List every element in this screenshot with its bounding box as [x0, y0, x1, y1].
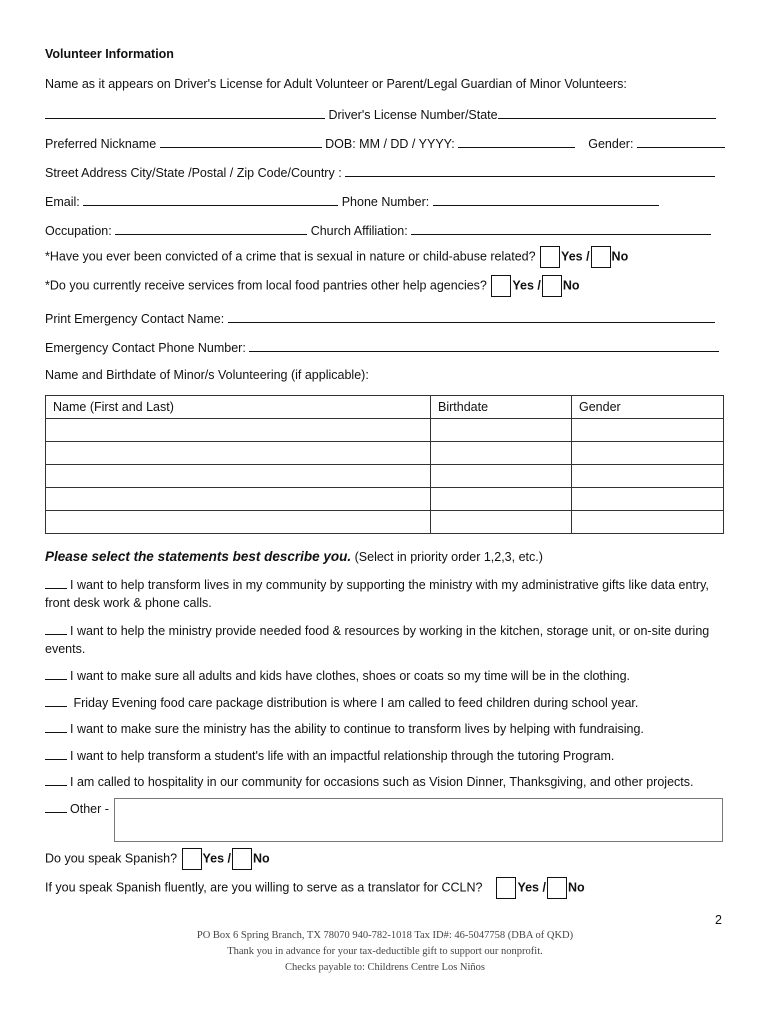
minor-name-cell[interactable]	[46, 419, 431, 442]
spanish-yes-label: Yes /	[202, 851, 232, 866]
gender-field[interactable]	[637, 135, 725, 148]
phone-field[interactable]	[433, 193, 659, 206]
priority-blank[interactable]	[45, 747, 67, 760]
translator-row	[45, 877, 585, 899]
translator-yes-checkbox[interactable]	[496, 877, 516, 899]
crime-no-label: No	[611, 249, 629, 264]
translator-no-label: No	[567, 880, 585, 895]
emergency-phone-field[interactable]	[249, 339, 719, 352]
spanish-no-checkbox[interactable]	[232, 848, 252, 870]
email-field[interactable]	[83, 193, 338, 206]
other-textbox[interactable]	[114, 798, 723, 842]
church-field[interactable]	[411, 222, 711, 235]
translator-no-checkbox[interactable]	[547, 877, 567, 899]
statement-text: I want to make sure the ministry has the ability to continue to transform lives by helping with fundraising.	[70, 722, 644, 736]
priority-blank[interactable]	[45, 694, 67, 707]
statements-note: (Select in priority order 1,2,3, etc.)	[354, 550, 543, 564]
crime-question-row	[45, 246, 628, 268]
statements-heading: Please select the statements best describe you.	[45, 549, 352, 564]
statement-text: I want to help transform a student's life with an impactful relationship through the tutoring Program.	[70, 749, 615, 763]
minor-name-cell[interactable]	[46, 442, 431, 465]
minor-birthdate-cell[interactable]	[431, 442, 572, 465]
statement-text: I want to help transform lives in my community by supporting the ministry with my administrative gifts like data entry, front desk work & phone calls.	[45, 578, 709, 610]
section-title: Volunteer Information	[45, 47, 174, 61]
statement-text: I want to help the ministry provide needed food & resources by working in the kitchen, storage unit, or on-site during events.	[45, 624, 710, 656]
crime-yes-checkbox[interactable]	[540, 246, 560, 268]
statement-item	[45, 622, 725, 658]
footer-checks: Checks payable to: Childrens Centre Los Niños	[284, 962, 486, 973]
occupation-row	[45, 222, 711, 238]
translator-yes-label: Yes /	[517, 880, 546, 895]
emergency-name-row	[45, 310, 715, 326]
nickname-field[interactable]	[160, 135, 322, 148]
spanish-question: Do you speak Spanish?	[45, 851, 178, 866]
table-row	[46, 511, 724, 534]
church-label: Church Affiliation:	[310, 224, 408, 238]
header-gender: Gender	[572, 396, 724, 419]
dob-field[interactable]	[458, 135, 575, 148]
header-birthdate: Birthdate	[431, 396, 572, 419]
other-label: Other -	[70, 802, 109, 816]
emergency-phone-row	[45, 339, 719, 355]
minor-birthdate-cell[interactable]	[431, 511, 572, 534]
priority-blank[interactable]	[45, 773, 67, 786]
drivers-license-label: Driver's License Number/State	[328, 108, 498, 122]
minor-birthdate-cell[interactable]	[431, 465, 572, 488]
minor-birthdate-cell[interactable]	[431, 419, 572, 442]
email-row	[45, 193, 659, 209]
statement-item	[45, 667, 725, 685]
priority-blank[interactable]	[45, 576, 67, 589]
pantry-question: *Do you currently receive services from local food pantries other help agencies?	[45, 278, 487, 293]
minor-birthdate-cell[interactable]	[431, 488, 572, 511]
table-row	[46, 465, 724, 488]
email-label: Email:	[45, 195, 80, 209]
table-row	[46, 488, 724, 511]
spanish-no-label: No	[253, 851, 270, 866]
footer-address: PO Box 6 Spring Branch, TX 78070 940-782-1018 Tax ID#: 46-5047758 (DBA of QKD)	[196, 930, 574, 941]
statement-text: I am called to hospitality in our community for occasions such as Vision Dinner, Thanksgiving, and other projects.	[70, 775, 694, 789]
priority-blank[interactable]	[45, 622, 67, 635]
statement-item	[45, 576, 725, 612]
address-row	[45, 164, 715, 180]
address-label: Street Address City/State /Postal / Zip Code/Country :	[45, 166, 342, 180]
table-row	[46, 419, 724, 442]
minor-name-cell[interactable]	[46, 511, 431, 534]
header-name: Name (First and Last)	[46, 396, 431, 419]
minor-gender-cell[interactable]	[572, 488, 724, 511]
pantry-no-checkbox[interactable]	[542, 275, 562, 297]
statement-text: I want to make sure all adults and kids have clothes, shoes or coats so my time will be in the clothing.	[70, 669, 630, 683]
priority-blank[interactable]	[45, 667, 67, 680]
phone-label: Phone Number:	[341, 195, 430, 209]
crime-question: *Have you ever been convicted of a crime that is sexual in nature or child-abuse related?	[45, 249, 536, 264]
statement-item	[45, 694, 725, 712]
minor-name-cell[interactable]	[46, 465, 431, 488]
spanish-row	[45, 848, 270, 870]
priority-blank[interactable]	[45, 720, 67, 733]
spanish-yes-checkbox[interactable]	[182, 848, 202, 870]
nickname-label: Preferred Nickname	[45, 137, 157, 151]
pantry-no-label: No	[562, 278, 580, 293]
statements-heading-row	[45, 549, 543, 564]
translator-question: If you speak Spanish fluently, are you willing to serve as a translator for CCLN?	[45, 880, 483, 895]
statement-item	[45, 720, 725, 738]
minor-name-cell[interactable]	[46, 488, 431, 511]
minor-gender-cell[interactable]	[572, 511, 724, 534]
statement-other	[45, 800, 115, 818]
occupation-label: Occupation:	[45, 224, 112, 238]
pantry-yes-checkbox[interactable]	[491, 275, 511, 297]
drivers-license-field[interactable]	[498, 106, 716, 119]
name-row	[45, 106, 716, 122]
address-field[interactable]	[345, 164, 715, 177]
statement-text: Friday Evening food care package distribution is where I am called to feed children during school year.	[73, 696, 639, 710]
footer-thanks: Thank you in advance for your tax-deductible gift to support our nonprofit.	[227, 946, 543, 957]
pantry-question-row	[45, 275, 580, 297]
table-row	[46, 442, 724, 465]
legal-name-field[interactable]	[45, 106, 325, 119]
minor-gender-cell[interactable]	[572, 465, 724, 488]
minors-label: Name and Birthdate of Minor/s Volunteering (if applicable):	[45, 368, 369, 382]
statement-item	[45, 773, 725, 791]
page-number: 2	[715, 913, 722, 927]
emergency-phone-label: Emergency Contact Phone Number:	[45, 341, 246, 355]
dob-label: DOB: MM / DD / YYYY:	[325, 137, 455, 151]
emergency-name-field[interactable]	[228, 310, 715, 323]
minors-table	[45, 395, 724, 534]
gender-label: Gender:	[588, 137, 634, 151]
statement-item	[45, 747, 725, 765]
occupation-field[interactable]	[115, 222, 307, 235]
minor-gender-cell[interactable]	[572, 442, 724, 465]
pantry-yes-label: Yes /	[512, 278, 541, 293]
emergency-name-label: Print Emergency Contact Name:	[45, 312, 225, 326]
nickname-row	[45, 135, 725, 151]
crime-no-checkbox[interactable]	[591, 246, 611, 268]
crime-yes-label: Yes /	[561, 249, 590, 264]
table-header-row	[46, 396, 724, 419]
minor-gender-cell[interactable]	[572, 419, 724, 442]
priority-blank[interactable]	[45, 800, 67, 813]
name-instruction: Name as it appears on Driver's License for Adult Volunteer or Parent/Legal Guardian of Minor Volunteers:	[45, 77, 627, 91]
